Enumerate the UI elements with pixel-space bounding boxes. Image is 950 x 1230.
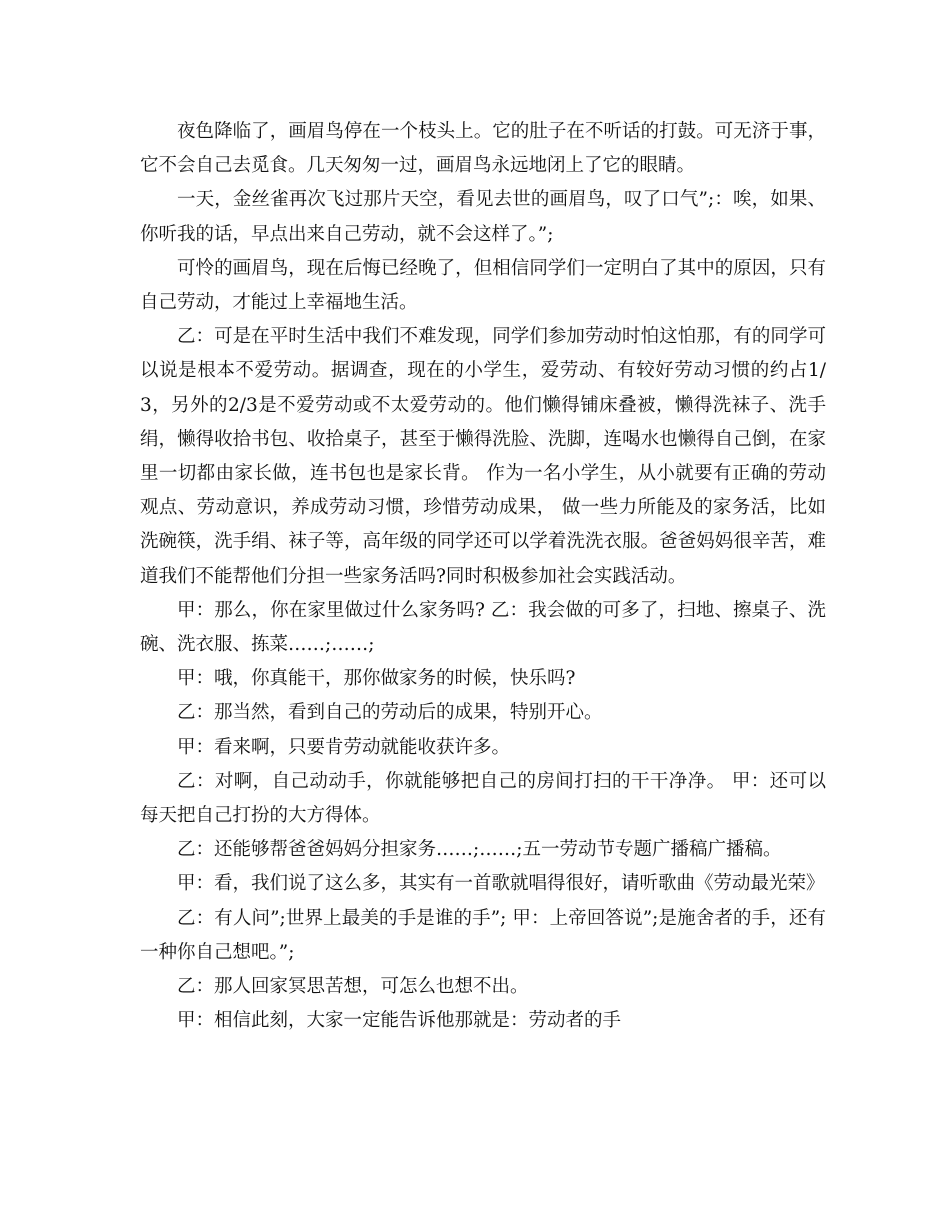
paragraph-4: 乙：可是在平时生活中我们不难发现，同学们参加劳动时怕这怕那，有的同学可以说是根本不爱劳动。据调查，现在的小学生，爱劳动、有较好劳动习惯的约占1/3，另外的2/3是不爱劳动或不太爱劳动的。他们懒得铺床叠被，懒得洗袜子、洗手绢，懒得收拾书包、收拾桌子，甚至于懒得洗脸、洗脚，连喝水也懒得自己倒，在家里一切都由家长做，连书包也是家长背。 作为一名小学生，从小就要有正确的劳动观点、劳动意识，养成劳动习惯，珍惜劳动成果， 做一些力所能及的家务活，比如洗碗筷，洗手绢、袜子等，高年级的同学还可以学着洗洗衣服。爸爸妈妈很辛苦，难道我们不能帮他们分担一些家务活吗?同时积极参加社会实践活动。 — [140, 326, 826, 587]
paragraph-13: 乙：那人回家冥思苦想，可怎么也想不出。 — [177, 976, 529, 998]
paragraph-6: 甲：哦，你真能干，那你做家务的时候，快乐吗? — [177, 668, 576, 690]
paragraph-14: 甲：相信此刻，大家一定能告诉他那就是：劳动者的手 — [177, 1010, 622, 1032]
paragraph-8: 甲：看来啊，只要肯劳动就能收获许多。 — [177, 736, 511, 758]
paragraph-5: 甲：那么，你在家里做过什么家务吗? 乙：我会做的可多了，扫地、擦桌子、洗碗、洗衣服、拣菜……;……; — [140, 599, 826, 656]
paragraph-12: 乙：有人问”;世界上最美的手是谁的手”; 甲：上帝回答说”;是施舍者的手，还有一种你自己想吧。”; — [140, 907, 826, 963]
document-body — [140, 115, 826, 1038]
paragraph-1: 夜色降临了，画眉鸟停在一个枝头上。它的肚子在不听话的打鼓。可无济于事，它不会自己去觅食。几天匆匆一过，画眉鸟永远地闭上了它的眼睛。 — [140, 121, 826, 177]
paragraph-11: 甲：看，我们说了这么多，其实有一首歌就唱得很好，请听歌曲《劳动最光荣》 — [177, 873, 825, 895]
paragraph-2: 一天，金丝雀再次飞过那片天空，看见去世的画眉鸟，叹了口气”;：唉，如果、你听我的话，早点出来自己劳动，就不会这样了。”; — [140, 189, 826, 245]
paragraph-3: 可怜的画眉鸟，现在后悔已经晚了，但相信同学们一定明白了其中的原因，只有自己劳动，才能过上幸福地生活。 — [140, 257, 826, 314]
paragraph-10: 乙：还能够帮爸爸妈妈分担家务……;……;五一劳动节专题广播稿广播稿。 — [177, 839, 782, 861]
paragraph-9: 乙：对啊，自己动动手，你就能够把自己的房间打扫的干干净净。 甲：还可以每天把自己打扮的大方得体。 — [140, 770, 826, 827]
paragraph-7: 乙：那当然，看到自己的劳动后的成果，特别开心。 — [177, 702, 603, 724]
